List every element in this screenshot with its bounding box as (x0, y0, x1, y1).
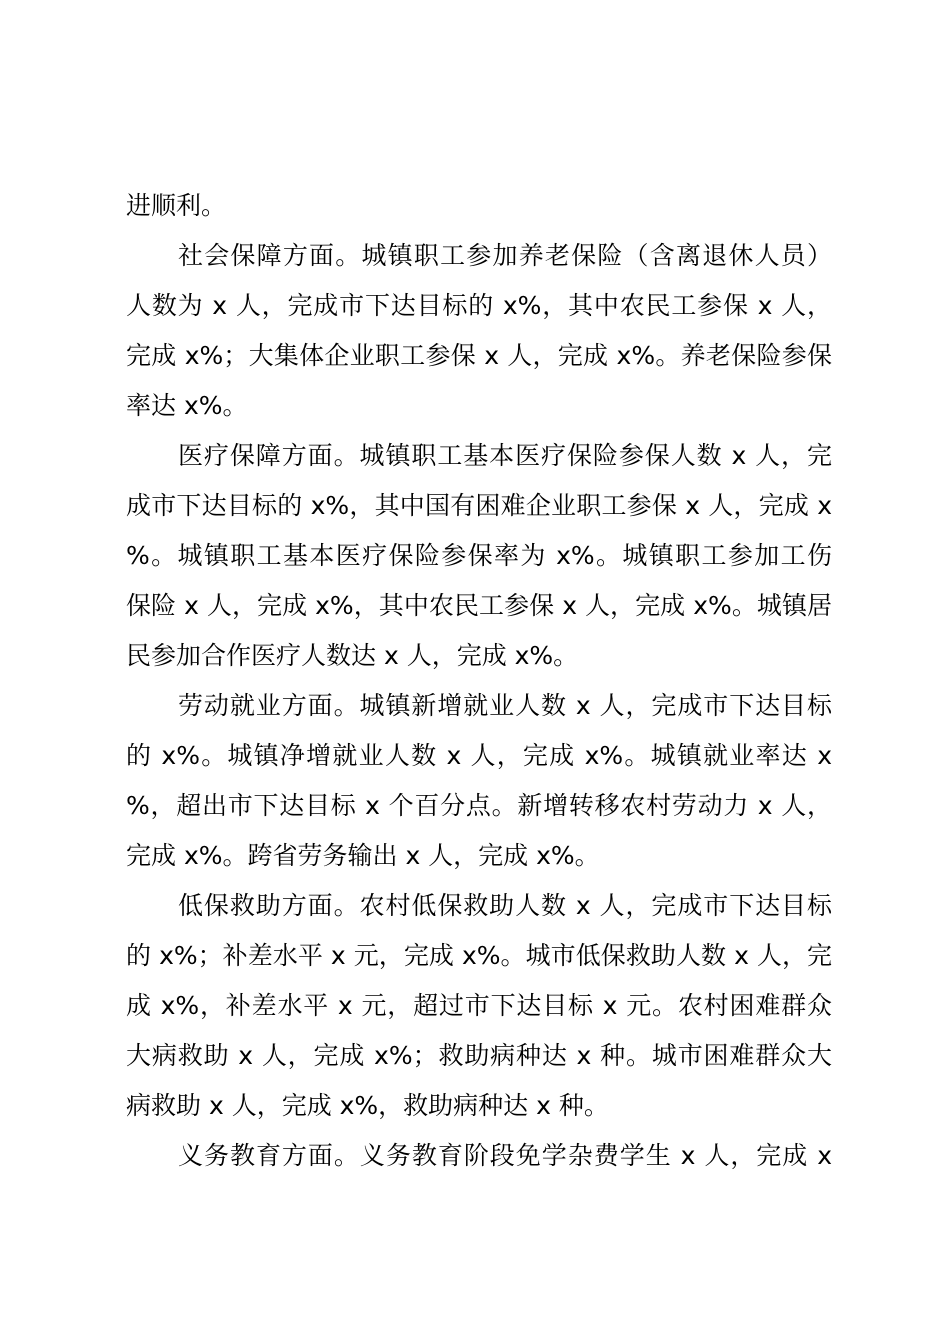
text-line: 成市下达目标的 x%，其中国有困难企业职工参保 x 人，完成 x (126, 491, 832, 520)
text-line: 完成 x%。跨省劳务输出 x 人，完成 x%。 (126, 841, 600, 870)
text-line: 进顺利。 (126, 191, 227, 220)
text-line: 完成 x%；大集体企业职工参保 x 人，完成 x%。养老保险参保 (126, 341, 832, 370)
text-line: 的 x%；补差水平 x 元，完成 x%。城市低保救助人数 x 人，完 (126, 941, 832, 970)
text-line: 社会保障方面。城镇职工参加养老保险（含离退休人员） (178, 241, 832, 270)
text-line: 大病救助 x 人，完成 x%；救助病种达 x 种。城市困难群众大 (126, 1041, 832, 1070)
text-line: 病救助 x 人，完成 x%，救助病种达 x 种。 (126, 1091, 609, 1120)
text-line: %，超出市下达目标 x 个百分点。新增转移农村劳动力 x 人， (126, 791, 832, 820)
text-line: 保险 x 人，完成 x%，其中农民工参保 x 人，完成 x%。城镇居 (126, 591, 832, 620)
text-line: 民参加合作医疗人数达 x 人，完成 x%。 (126, 641, 579, 670)
document-body (126, 181, 832, 1181)
text-line: 的 x%。城镇净增就业人数 x 人，完成 x%。城镇就业率达 x (126, 741, 832, 770)
text-line: %。城镇职工基本医疗保险参保率为 x%。城镇职工参加工伤 (126, 541, 832, 570)
text-line: 人数为 x 人，完成市下达目标的 x%，其中农民工参保 x 人， (126, 291, 832, 320)
text-line: 低保救助方面。农村低保救助人数 x 人，完成市下达目标 (178, 891, 832, 920)
text-line: 义务教育方面。义务教育阶段免学杂费学生 x 人，完成 x (178, 1141, 832, 1170)
text-line: 成 x%，补差水平 x 元，超过市下达目标 x 元。农村困难群众 (126, 991, 832, 1020)
text-line: 劳动就业方面。城镇新增就业人数 x 人，完成市下达目标 (178, 691, 832, 720)
text-line: 医疗保障方面。城镇职工基本医疗保险参保人数 x 人，完 (178, 441, 832, 470)
text-line: 率达 x%。 (126, 391, 248, 420)
